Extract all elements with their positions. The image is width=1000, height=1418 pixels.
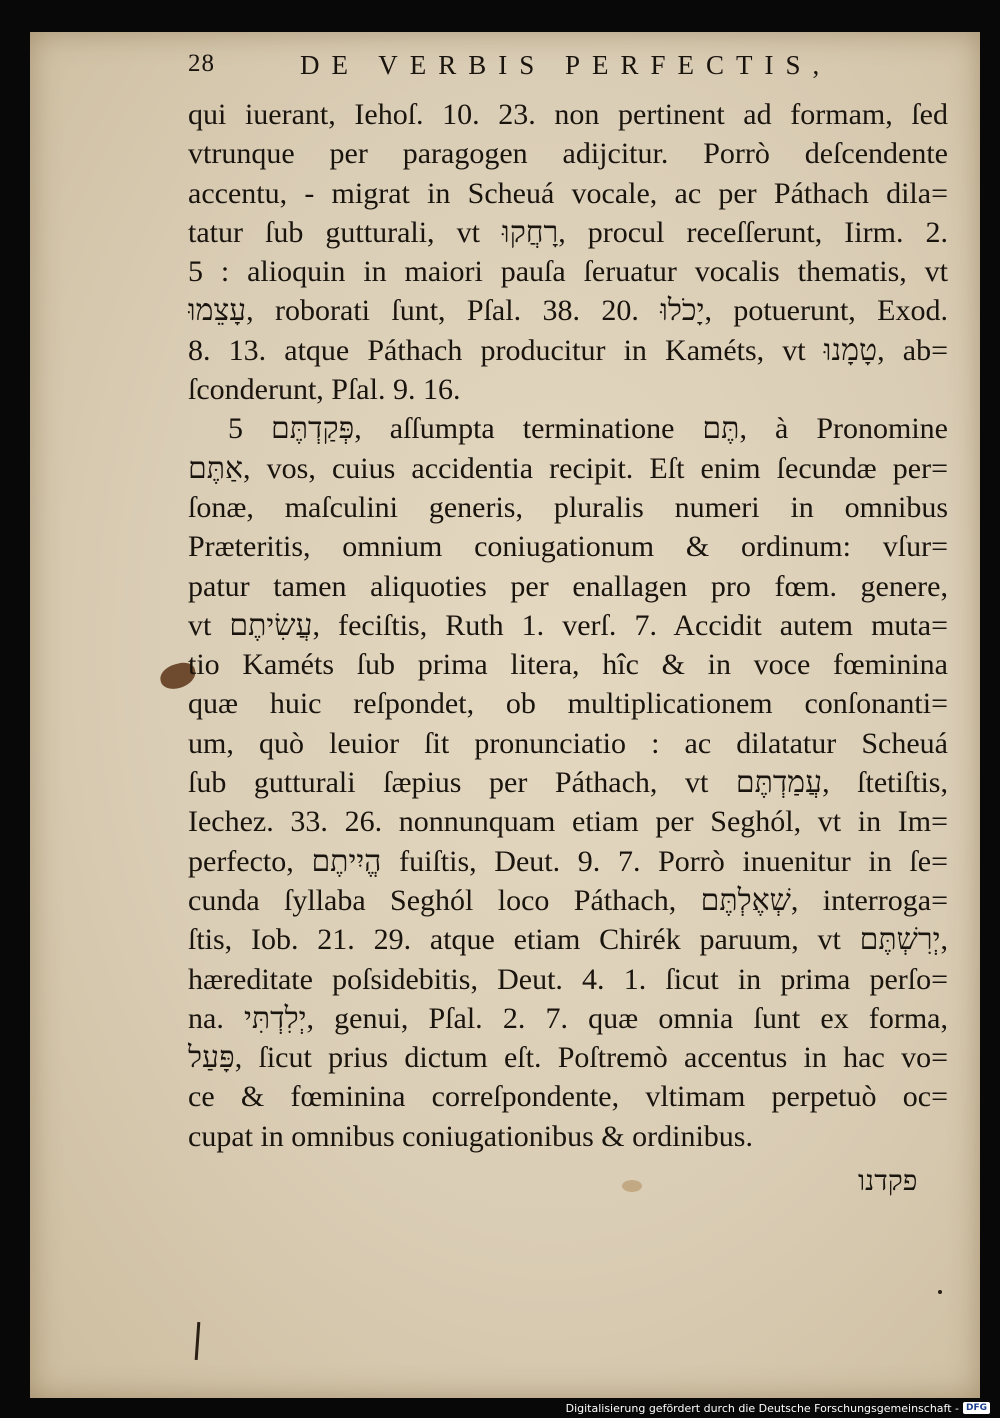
text-line: patur tamen aliquoties per enallagen pro fœm. genere, <box>188 569 948 603</box>
text-line: עָצֵמוּ, roborati ſunt, Pſal. 38. 20. יָכֹלוּ, potuerunt, Exod. <box>188 294 948 328</box>
text-line: cupat in omnibus coniugationibus & ordinibus. <box>188 1119 753 1153</box>
text-line: tio Kaméts ſub prima litera, hîc & in voce fœminina <box>188 648 948 682</box>
digitization-footer <box>566 1398 990 1418</box>
text-line: quæ huic reſpondet, ob multiplicationem conſonanti= <box>188 687 948 721</box>
text-line: ſtis, Iob. 21. 29. atque etiam Chirék paruum, vt יְרִשְׁתֶּם, <box>188 923 948 957</box>
text-line: ſconderunt, Pſal. 9. 16. <box>188 373 461 407</box>
text-line: cunda ſyllaba Seghól loco Páthach, שְׁאֶלְתֶּם, interroga= <box>188 883 948 917</box>
text-line: qui iuerant, Iehoſ. 10. 23. non pertinent ad formam, ſed <box>188 98 948 131</box>
catchword: פקדנו <box>858 1166 918 1197</box>
text-line: Præteritis, omnium coniugationum & ordinum: vſur= <box>188 530 948 564</box>
text-line: ſonæ, maſculini generis, pluralis numeri in omnibus <box>188 490 948 524</box>
text-line: Iechez. 33. 26. nonnunquam etiam per Seghól, vt in Im= <box>188 805 948 839</box>
paper-stain <box>622 1180 642 1192</box>
text-line: אַתֶּם, vos, cuius accidentia recipit. Eſt enim ſecundæ per= <box>188 451 948 485</box>
text-line: 8. 13. atque Páthach producitur in Kaméts, vt טָמָנוּ, ab= <box>188 333 948 367</box>
running-head: DE VERBIS PERFECTIS, <box>300 50 832 80</box>
margin-dot <box>938 1290 942 1294</box>
text-line: perfecto, הֱיִיתֶם fuiſtis, Deut. 9. 7. Porrò inuenitur in ſe= <box>188 844 948 878</box>
footer-text: Digitalisierung gefördert durch die Deutsche Forschungsgemeinschaft - <box>565 1401 959 1415</box>
text-line: na. יְלִדְתִּי, genui, Pſal. 2. 7. quæ omnia ſunt ex forma, <box>188 1001 948 1035</box>
text-line: vtrunque per paragogen adijcitur. Porrò deſcendente <box>188 137 948 171</box>
dfg-logo-icon: DFG <box>963 1402 990 1414</box>
text-line: ſub gutturali ſæpius per Páthach, vt עֲמַדְתֶּם, ſtetiſtis, <box>188 766 948 800</box>
text-line: um, quò leuior ſit pronunciatio : ac dilatatur Scheuá <box>188 726 948 760</box>
folio-number: 28 <box>188 50 215 77</box>
text-line: accentu, - migrat in Scheuá vocale, ac per Páthach dila= <box>188 176 948 210</box>
text-line: פָּעַל, ſicut prius dictum eſt. Poſtremò accentus in hac vo= <box>188 1041 948 1075</box>
text-line: vt עֲשִׂיתֶם, feciſtis, Ruth 1. verſ. 7. Accidit autem muta= <box>188 608 948 642</box>
body-text <box>188 95 948 1156</box>
text-line: tatur ſub gutturali, vt רָחֲקוּ, procul receſſerunt, Iirm. 2. <box>188 215 948 249</box>
text-line: 5 פְּקַדְתֶּם, aſſumpta terminatione תֶּם, à Pronomine <box>228 412 948 446</box>
text-line: 5 : alioquin in maiori pauſa ſeruatur vocalis thematis, vt <box>188 255 948 289</box>
text-line: hæreditate poſsidebitis, Deut. 4. 1. ſicut in prima perſo= <box>188 962 948 996</box>
text-line: ce & fœminina correſpondente, vltimam perpetuò oc= <box>188 1080 948 1114</box>
